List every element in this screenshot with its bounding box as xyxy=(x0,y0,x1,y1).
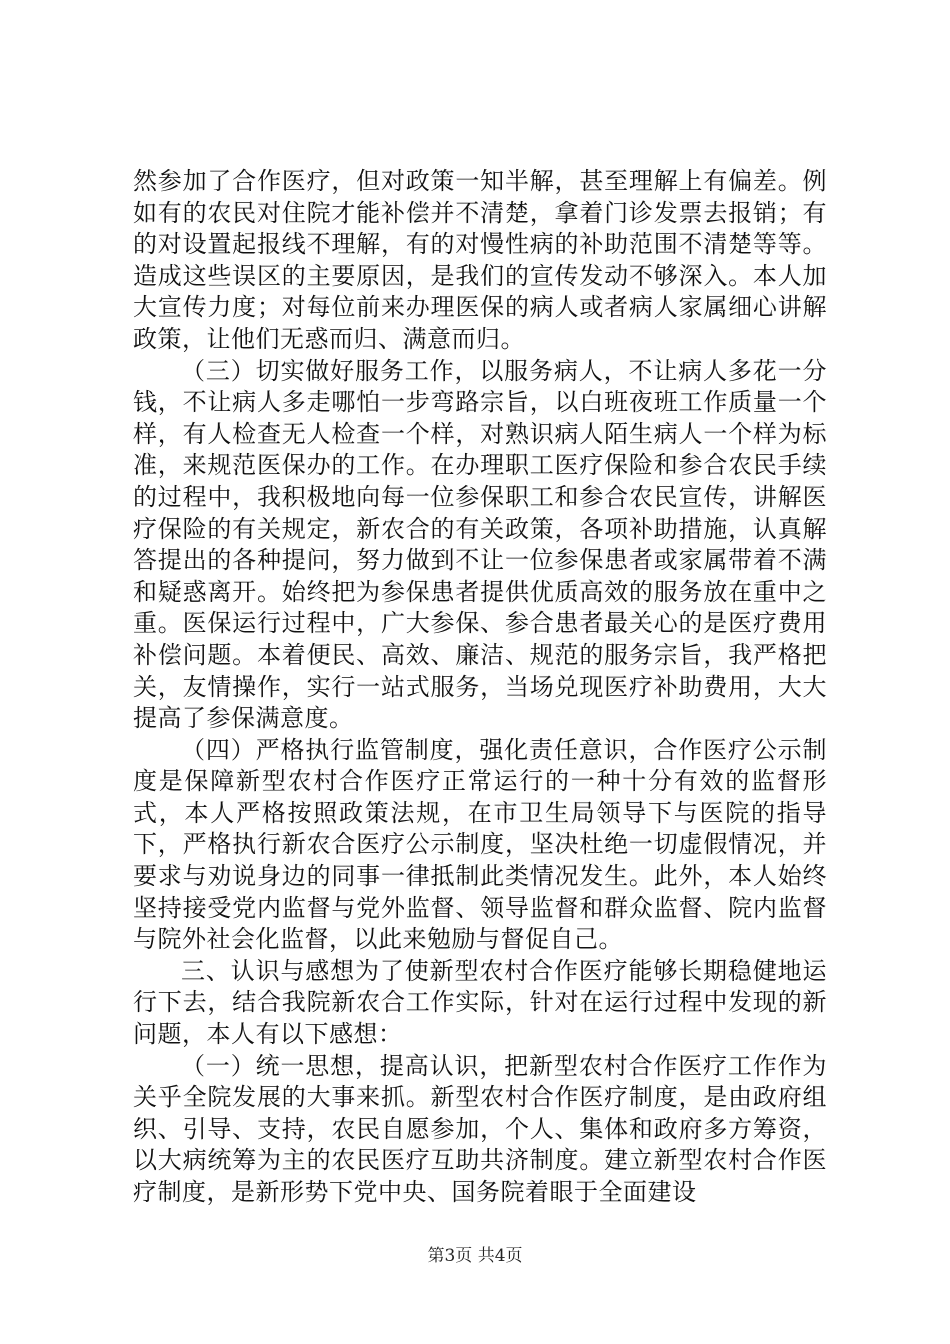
paragraph-section-3: （三）切实做好服务工作，以服务病人，不让病人多花一分钱，不让病人多走哪怕一步弯路宗旨，以白班夜班工作质量一个样，有人检查无人检查一个样，对熟识病人陌生病人一个样为标准，来规范医保办的工作。在办理职工医疗保险和参合农民手续的过程中，我积极地向每一位参保职工和参合农民宣传，讲解医疗保险的有关规定，新农合的有关政策，各项补助措施，认真解答提出的各种提问，努力做到不让一位参保患者或家属带着不满和疑惑离开。始终把为参保患者提供优质高效的服务放在重中之重。医保运行过程中，广大参保、参合患者最关心的是医疗费用补偿问题。本着便民、高效、廉洁、规范的服务宗旨，我严格把关，友情操作，实行一站式服务，当场兑现医疗补助费用，大大提高了参保满意度。 xyxy=(133,356,827,733)
paragraph-section-4: （四）严格执行监管制度，强化责任意识，合作医疗公示制度是保障新型农村合作医疗正常运行的一种十分有效的监督形式，本人严格按照政策法规，在市卫生局领导下与医院的指导下，严格执行新农合医疗公示制度，坚决杜绝一切虚假情况，并要求与劝说身边的同事一律抵制此类情况发生。此外，本人始终坚持接受党内监督与党外监督、领导监督和群众监督、院内监督与院外社会化监督，以此来勉励与督促自己。 xyxy=(133,735,827,954)
document-body xyxy=(133,166,827,1209)
paragraph-subsection-1: （一）统一思想，提高认识，把新型农村合作医疗工作作为关乎全院发展的大事来抓。新型农村合作医疗制度，是由政府组织、引导、支持，农民自愿参加，个人、集体和政府多方筹资，以大病统筹为主的农民医疗互助共济制度。建立新型农村合作医疗制度，是新形势下党中央、国务院着眼于全面建设 xyxy=(133,1051,827,1206)
page-number-footer: 第3页 共4页 xyxy=(427,1246,523,1266)
paragraph-continuation: 然参加了合作医疗，但对政策一知半解，甚至理解上有偏差。例如有的农民对住院才能补偿并不清楚，拿着门诊发票去报销；有的对设置起报线不理解，有的对慢性病的补助范围不清楚等等。造成这些误区的主要原因，是我们的宣传发动不够深入。本人加大宣传力度；对每位前来办理医保的病人或者病人家属细心讲解政策，让他们无惑而归、满意而归。 xyxy=(133,167,827,353)
paragraph-heading-part-3: 三、认识与感想为了使新型农村合作医疗能够长期稳健地运行下去，结合我院新农合工作实际，针对在运行过程中发现的新问题，本人有以下感想： xyxy=(133,956,827,1049)
